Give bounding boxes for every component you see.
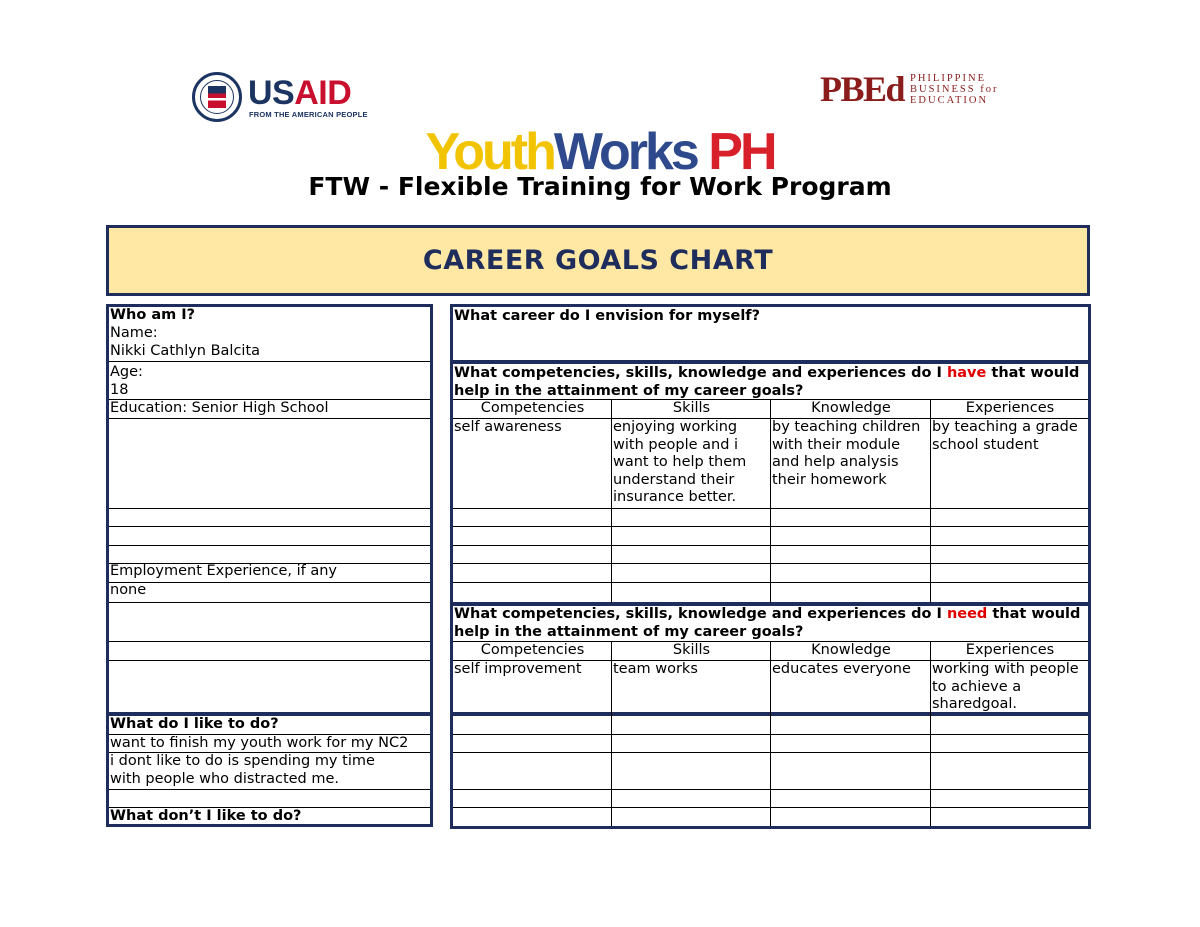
have-header-knowledge: Knowledge — [811, 400, 891, 416]
name-value: Nikki Cathlyn Balcita — [110, 343, 261, 359]
employment-label: Employment Experience, if any — [110, 563, 337, 579]
who-am-i-heading: Who am I? — [110, 307, 196, 323]
have-keyword: have — [946, 365, 987, 381]
chart-banner — [106, 225, 1090, 296]
have-header-competencies: Competencies — [480, 400, 585, 416]
envision-question: What career do I envision for myself? — [454, 308, 761, 324]
like-value: want to finish my youth work for my NC2 — [110, 735, 409, 751]
have-header-skills: Skills — [672, 400, 711, 416]
have-skills-value: enjoying working with people and i want to help them understand their insurance better. — [613, 419, 747, 505]
like-heading: What do I like to do? — [110, 716, 279, 732]
need-question: What competencies, skills, knowledge and experiences do I need that would help in the attainment of my career goals? — [454, 606, 1081, 640]
age-value: 18 — [110, 382, 129, 398]
have-experiences-value: by teaching a grade school student — [932, 419, 1078, 453]
pbed-logo — [820, 70, 1010, 110]
need-knowledge-value: educates everyone — [772, 661, 911, 677]
need-experiences-value: working with people to achieve a sharedgoal. — [932, 661, 1079, 712]
program-title: FTW - Flexible Training for Work Program — [308, 172, 892, 201]
need-header-experiences: Experiences — [965, 642, 1055, 658]
usaid-logo — [192, 72, 368, 122]
have-question: What competencies, skills, knowledge and experiences do I have that would help in the attainment of my career goals? — [454, 365, 1080, 399]
usaid-wordmark: USAID — [248, 74, 352, 112]
banner-title: CAREER GOALS CHART — [422, 245, 774, 276]
dislike-heading: What don’t I like to do? — [110, 808, 302, 824]
need-competencies-value: self improvement — [454, 661, 582, 677]
have-header-experiences: Experiences — [965, 400, 1055, 416]
usaid-tagline: FROM THE AMERICAN PEOPLE — [249, 110, 368, 119]
need-header-knowledge: Knowledge — [811, 642, 891, 658]
youthworks-ph-logo: YouthWorks PH — [425, 123, 775, 181]
dislike-value: i dont like to do is spending my time with people who distracted me. — [110, 753, 375, 787]
pbed-lettering: PHILIPPINE BUSINESS for EDUCATION — [910, 73, 999, 106]
pbed-wordmark: PBEd — [820, 69, 905, 109]
have-competencies-value: self awareness — [454, 419, 562, 435]
need-skills-value: team works — [613, 661, 698, 677]
have-knowledge-value: by teaching children with their module and help analysis their homework — [772, 419, 921, 488]
employment-value: none — [110, 582, 147, 598]
need-header-skills: Skills — [672, 642, 711, 658]
need-keyword: need — [946, 606, 988, 622]
age-label: Age: — [110, 364, 143, 380]
name-label: Name: — [110, 325, 158, 341]
need-header-competencies: Competencies — [480, 642, 585, 658]
education-value: Education: Senior High School — [110, 400, 329, 416]
usaid-seal-icon — [192, 72, 242, 122]
